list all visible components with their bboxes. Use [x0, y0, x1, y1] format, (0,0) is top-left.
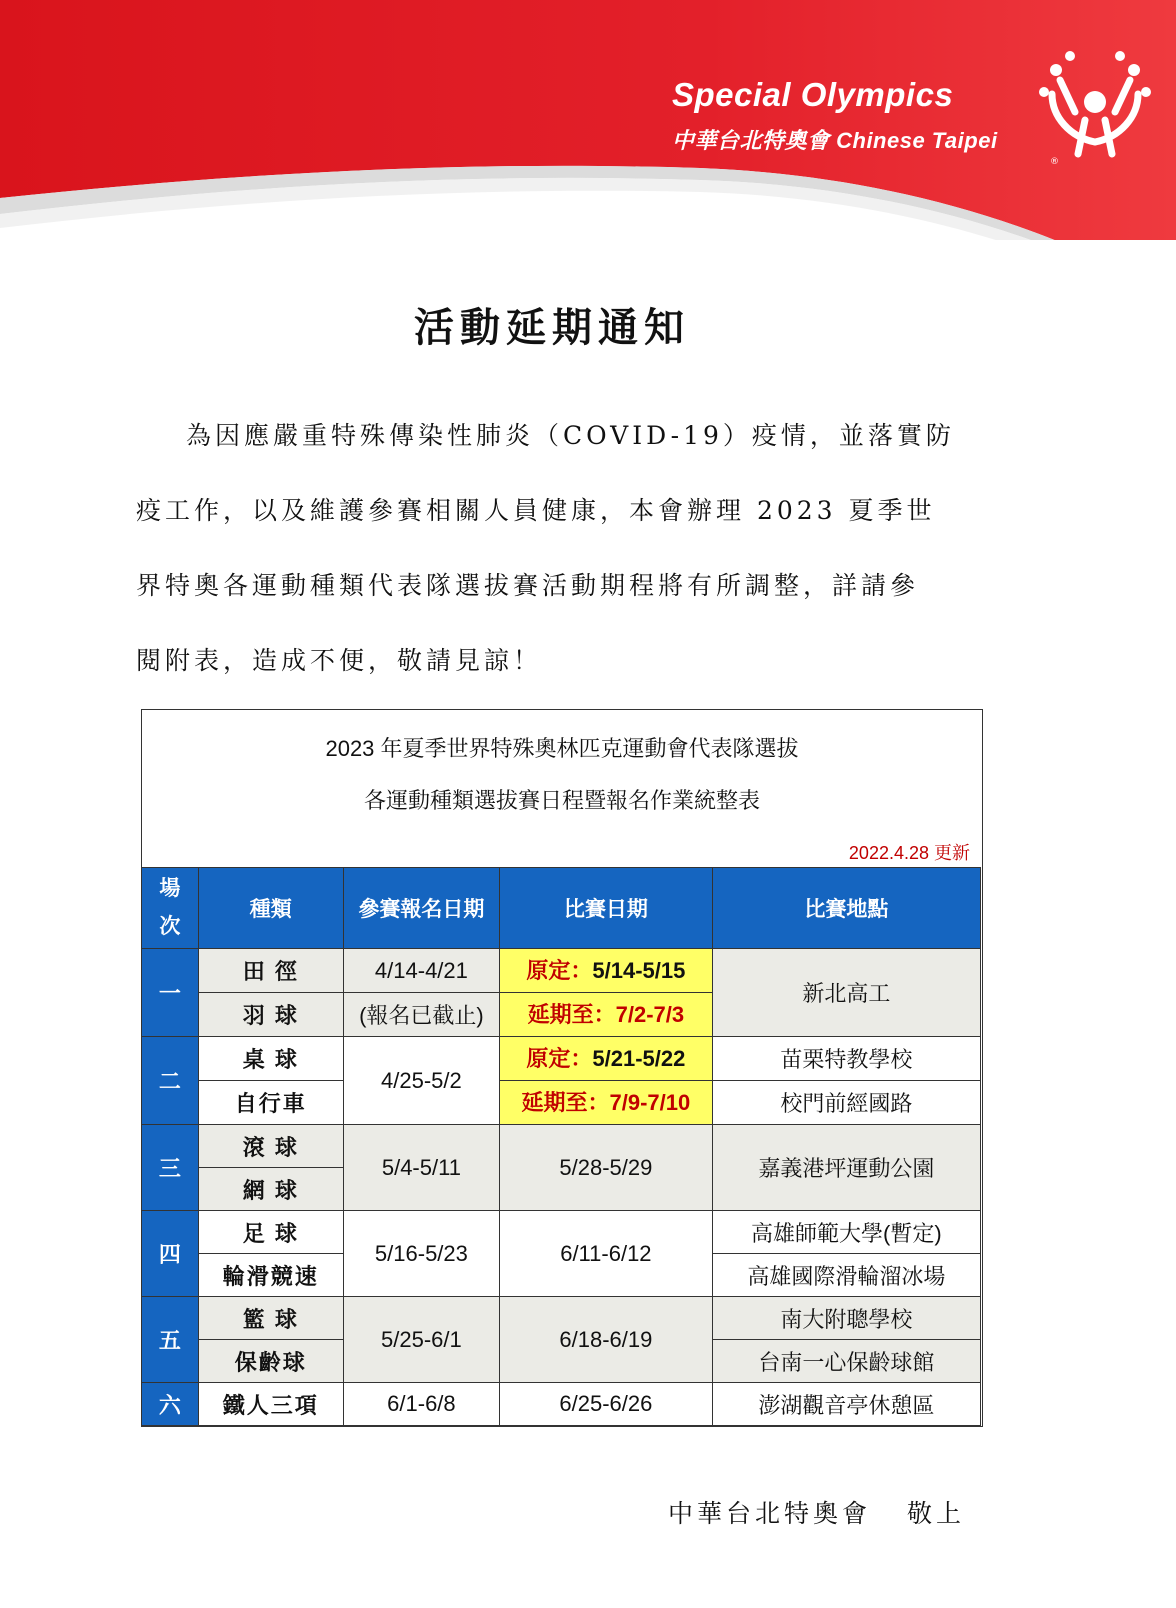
sport-cell: 足 球 [198, 1211, 343, 1254]
table-row [142, 1383, 981, 1426]
venue-cell: 校門前經國路 [712, 1081, 980, 1125]
signature-closing: 敬上 [907, 1499, 966, 1528]
postponed-date-cell: 延期至：7/2-7/3 [500, 993, 713, 1037]
notice-line: 閱附表，造成不便，敬請見諒！ [136, 646, 543, 675]
sport-cell: 保齡球 [198, 1340, 343, 1383]
registration-note-cell: (報名已截止) [343, 993, 499, 1037]
header-venue: 比賽地點 [712, 868, 980, 949]
match-date-cell: 6/18-6/19 [500, 1297, 713, 1383]
registration-cell: 4/25-5/2 [343, 1037, 499, 1125]
notice-body [136, 398, 981, 698]
table-row [142, 1037, 981, 1081]
round-cell: 三 [142, 1125, 199, 1211]
match-date-cell: 6/11-6/12 [500, 1211, 713, 1297]
original-date-cell: 原定：5/14-5/15 [500, 949, 713, 993]
signature-org: 中華台北特奧會 [668, 1499, 872, 1528]
round-cell: 四 [142, 1211, 199, 1297]
round-cell: 五 [142, 1297, 199, 1383]
sport-cell: 田 徑 [198, 949, 343, 993]
venue-cell: 澎湖觀音亭休憩區 [712, 1383, 980, 1426]
special-olympics-logo-icon [1030, 42, 1160, 172]
page-title: 活動延期通知 [414, 304, 690, 351]
registration-cell: 5/4-5/11 [343, 1125, 499, 1211]
venue-cell: 嘉義港坪運動公園 [712, 1125, 980, 1211]
table-row [142, 1125, 981, 1168]
postponed-date-cell: 延期至：7/9-7/10 [500, 1081, 713, 1125]
header-sport: 種類 [198, 868, 343, 949]
venue-cell: 新北高工 [712, 949, 980, 1037]
sport-cell: 自行車 [198, 1081, 343, 1125]
registration-cell: 4/14-4/21 [343, 949, 499, 993]
signature [668, 1494, 965, 1530]
sport-cell: 輪滑競速 [198, 1254, 343, 1297]
venue-cell: 高雄國際滑輪溜冰場 [712, 1254, 980, 1297]
brand-name: Special Olympics [672, 76, 954, 113]
venue-cell: 南大附聰學校 [712, 1297, 980, 1340]
round-cell: 六 [142, 1383, 199, 1426]
svg-text:®: ® [1050, 157, 1059, 167]
table-row [142, 949, 981, 993]
venue-cell: 台南一心保齡球館 [712, 1340, 980, 1383]
round-cell: 二 [142, 1037, 199, 1125]
registration-cell: 5/25-6/1 [343, 1297, 499, 1383]
header-match-date: 比賽日期 [500, 868, 713, 949]
match-date-cell: 6/25-6/26 [500, 1383, 713, 1426]
match-date-cell: 5/28-5/29 [500, 1125, 713, 1211]
notice-line: 為因應嚴重特殊傳染性肺炎（COVID-19）疫情，並落實防 [186, 421, 955, 450]
registration-cell: 6/1-6/8 [343, 1383, 499, 1426]
table-title-line2: 各運動種類選拔賽日程暨報名作業統整表 [363, 788, 760, 813]
table-updated-date: 2022.4.28 更新 [848, 843, 970, 863]
sport-cell: 羽 球 [198, 993, 343, 1037]
header-round: 場 次 [142, 868, 199, 949]
header-registration: 參賽報名日期 [343, 868, 499, 949]
brand-subtitle: 中華台北特奧會 Chinese Taipei [672, 128, 998, 153]
venue-cell: 高雄師範大學(暫定) [712, 1211, 980, 1254]
sport-cell: 鐵人三項 [198, 1383, 343, 1426]
venue-cell: 苗栗特教學校 [712, 1037, 980, 1081]
schedule-table [141, 867, 981, 1426]
sport-cell: 桌 球 [198, 1037, 343, 1081]
sport-cell: 網 球 [198, 1168, 343, 1211]
notice-line: 界特奧各運動種類代表隊選拔賽活動期程將有所調整，詳請參 [136, 571, 920, 600]
table-row [142, 1081, 981, 1125]
sport-cell: 籃 球 [198, 1297, 343, 1340]
sport-cell: 滾 球 [198, 1125, 343, 1168]
table-row [142, 1297, 981, 1340]
schedule-table-box [141, 709, 983, 1427]
brand-block [672, 76, 1032, 155]
registration-cell: 5/16-5/23 [343, 1211, 499, 1297]
original-date-cell: 原定：5/21-5/22 [500, 1037, 713, 1081]
table-row [142, 1211, 981, 1254]
notice-line: 疫工作，以及維護參賽相關人員健康，本會辦理 2023 夏季世 [136, 496, 936, 525]
table-title-line1: 2023 年夏季世界特殊奧林匹克運動會代表隊選拔 [325, 736, 799, 761]
round-cell: 一 [142, 949, 199, 1037]
